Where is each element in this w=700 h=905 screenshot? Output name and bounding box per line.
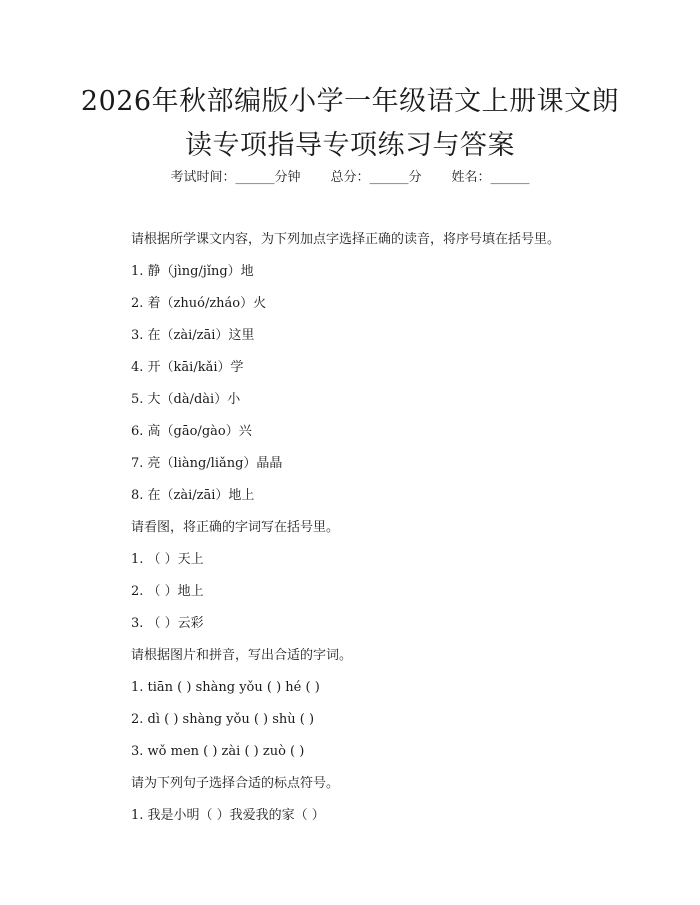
question-item: 2. （ ）地上 <box>131 584 204 599</box>
question-item: 3. 在（zài/zāi）这里 <box>131 328 255 343</box>
question-item: 5. 大（dà/dài）小 <box>131 392 241 407</box>
title-line-2: 读专项指导专项练习与答案 <box>185 130 515 161</box>
question-item: 6. 高（gāo/gào）兴 <box>131 424 252 439</box>
question-item: 8. 在（zài/zāi）地上 <box>131 488 255 503</box>
student-name: 姓名：______ <box>451 170 530 185</box>
question-item: 3. （ ）云彩 <box>131 616 204 631</box>
title-line-1: 2026年秋部编版小学一年级语文上册课文朗 <box>80 86 620 117</box>
section-instruction: 请为下列句子选择合适的标点符号。 <box>131 776 340 791</box>
exam-time: 考试时间：______分钟 <box>170 170 301 185</box>
question-item: 3. wǒ men ( ) zài ( ) zuò ( ) <box>131 744 305 759</box>
section-instruction: 请根据图片和拼音，写出合适的字词。 <box>131 648 353 663</box>
question-item: 1. tiān ( ) shàng yǒu ( ) hé ( ) <box>131 680 320 695</box>
exam-meta <box>0 168 700 188</box>
question-item: 7. 亮（liàng/liǎng）晶晶 <box>131 456 283 471</box>
section-instruction: 请看图，将正确的字词写在括号里。 <box>131 520 340 535</box>
question-item: 1. 我是小明（ ）我爱我的家（ ） <box>131 808 325 823</box>
question-item: 4. 开（kāi/kǎi）学 <box>131 360 244 375</box>
question-item: 1. （ ）天上 <box>131 552 204 567</box>
exam-score: 总分：______分 <box>330 170 422 185</box>
exercise-content <box>131 230 660 826</box>
question-item: 2. dì ( ) shàng yǒu ( ) shù ( ) <box>131 712 315 727</box>
question-item: 1. 静（jìng/jǐng）地 <box>131 264 254 279</box>
document-title <box>60 80 640 168</box>
question-item: 2. 着（zhuó/zháo）火 <box>131 296 267 311</box>
section-instruction: 请根据所学课文内容，为下列加点字选择正确的读音，将序号填在括号里。 <box>131 232 561 247</box>
